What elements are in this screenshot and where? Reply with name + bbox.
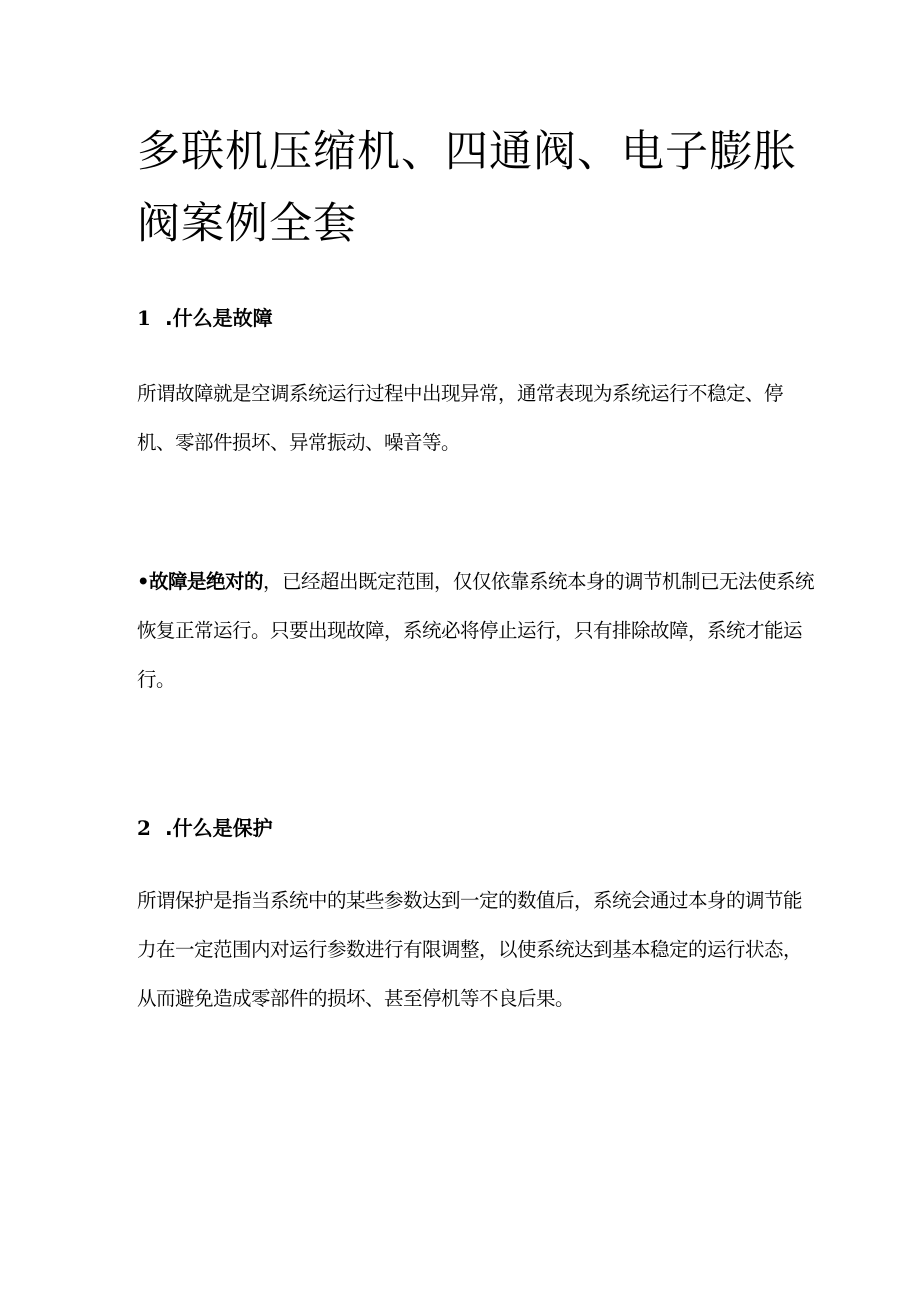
section-heading-fault — [137, 304, 273, 332]
section-heading-protection — [137, 814, 273, 842]
section-number: 1 — [137, 306, 151, 330]
protection-definition-paragraph: 所谓保护是指当系统中的某些参数达到一定的数值后，系统会通过本身的调节能力在一定范围内对运行参数进行有限调整，以使系统达到基本稳定的运行状态，从而避免造成零部件的损坏、甚至停机等不良后果。 — [137, 889, 803, 1010]
section-number: 2 — [137, 816, 151, 840]
fault-note-paragraph — [137, 557, 817, 704]
section-heading-text: .什么是保护 — [165, 816, 273, 840]
fault-definition-paragraph: 所谓故障就是空调系统运行过程中出现异常，通常表现为系统运行不稳定、停机、零部件损坏、异常振动、噪音等。 — [137, 382, 784, 454]
section-heading-text: .什么是故障 — [165, 306, 273, 330]
document-title: 多联机压缩机、四通阀、电子膨胀阀案例全套 — [137, 127, 797, 249]
fault-note-bold: •故障是绝对的 — [137, 570, 263, 593]
fault-note-text: ，已经超出既定范围，仅仅依靠系统本身的调节机制已无法使系统恢复正常运行。只要出现故障，系统必将停止运行，只有排除故障，系统才能运行。 — [137, 570, 814, 691]
